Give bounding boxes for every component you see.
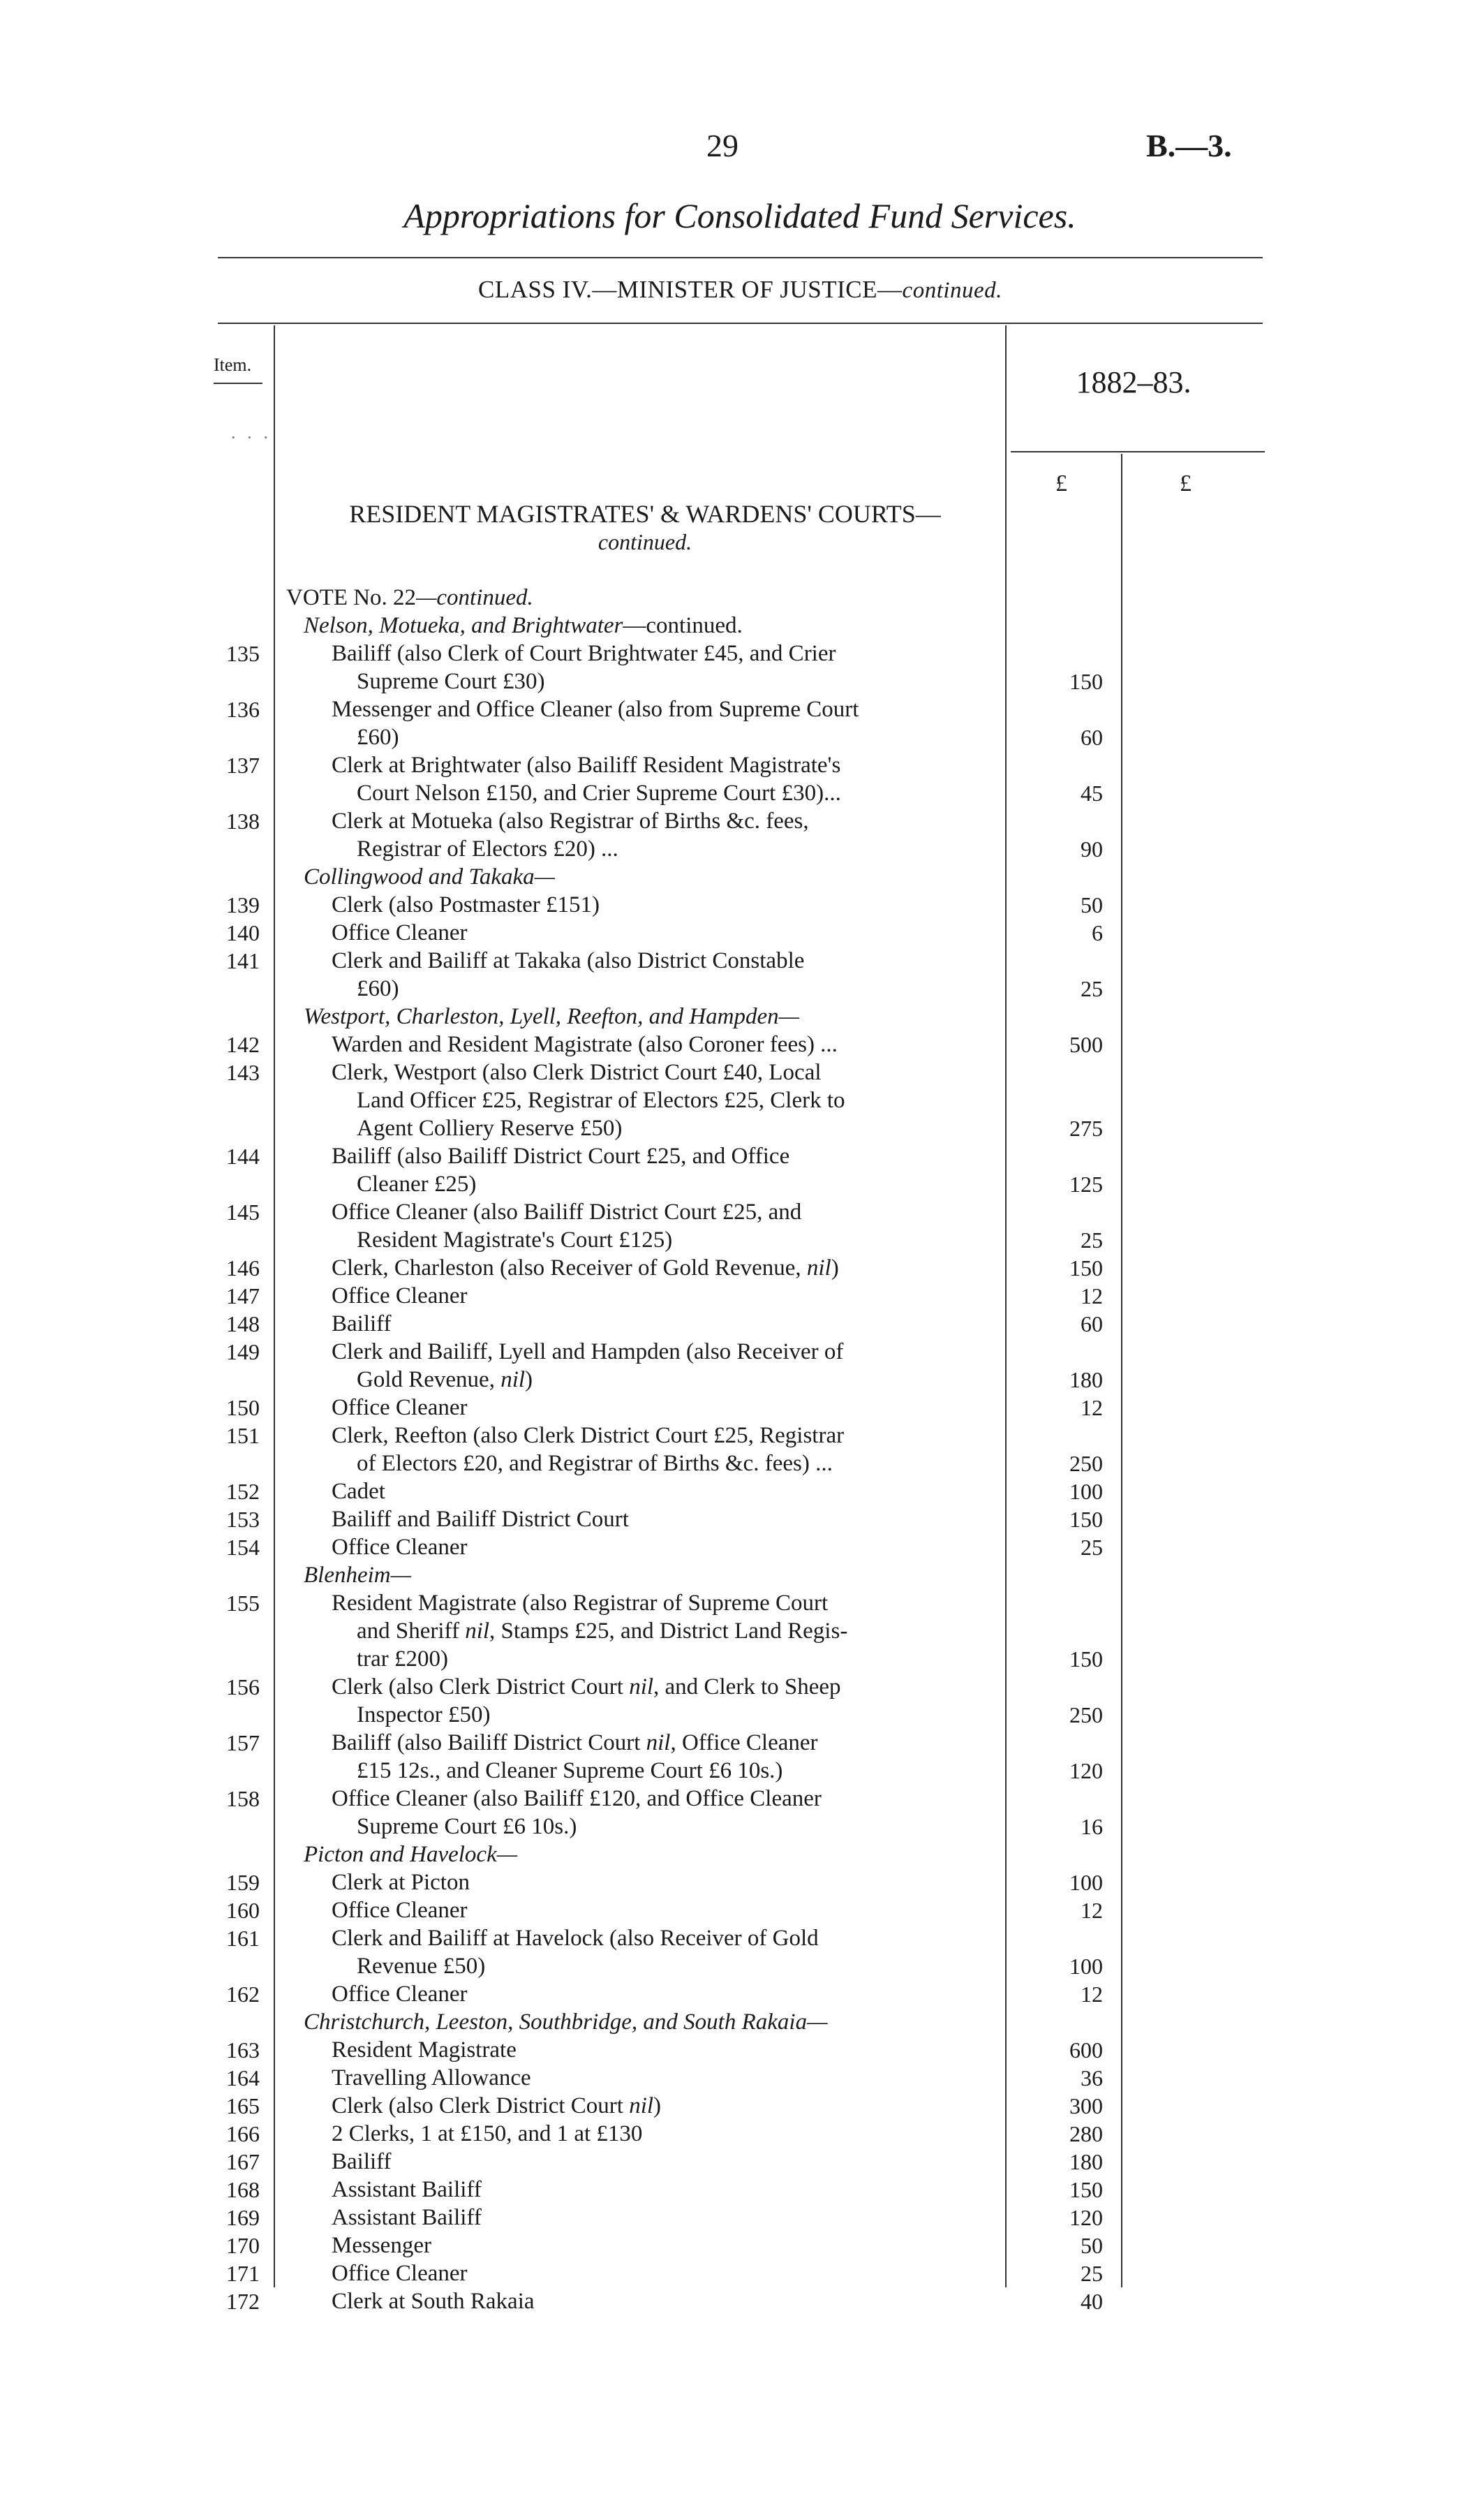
item-amount: 100 bbox=[1069, 1954, 1103, 1979]
item-line: Clerk at Motueka (also Registrar of Births &c. fees, bbox=[332, 809, 809, 834]
item-description bbox=[332, 891, 1002, 919]
item-line: Office Cleaner bbox=[332, 1898, 468, 1923]
item-amount: 40 bbox=[1081, 2289, 1103, 2314]
item-line: Clerk (also Clerk District Court nil, and Clerk to Sheep bbox=[332, 1674, 841, 1699]
item-description bbox=[332, 1868, 1002, 1896]
document-reference: B.—3. bbox=[1146, 128, 1232, 163]
item-number: 151 bbox=[226, 1423, 260, 1448]
item-line: Office Cleaner (also Bailiff District Court £25, and bbox=[332, 1200, 802, 1225]
item-number: 147 bbox=[226, 1283, 260, 1308]
table-row bbox=[0, 947, 1484, 1003]
item-line: Office Cleaner bbox=[332, 1535, 468, 1560]
item-amount: 12 bbox=[1081, 1898, 1103, 1923]
item-line: Resident Magistrate (also Registrar of Supreme Court bbox=[332, 1591, 829, 1616]
table-row bbox=[0, 1673, 1484, 1729]
item-line: Gold Revenue, nil) bbox=[357, 1367, 533, 1392]
currency-header-2: £ bbox=[1180, 471, 1192, 496]
item-number: 171 bbox=[226, 2261, 260, 2286]
item-number: 155 bbox=[226, 1591, 260, 1616]
table-row bbox=[0, 751, 1484, 807]
item-description bbox=[332, 2092, 1002, 2120]
table-row bbox=[0, 1254, 1484, 1282]
item-amount: 250 bbox=[1069, 1451, 1103, 1476]
table-row bbox=[0, 1422, 1484, 1477]
item-amount: 90 bbox=[1081, 836, 1103, 862]
item-italic-text: nil bbox=[465, 1618, 490, 1644]
item-line: Bailiff bbox=[332, 1311, 392, 1336]
item-description bbox=[332, 947, 1002, 1003]
table-row bbox=[0, 2036, 1484, 2064]
item-number: 167 bbox=[226, 2149, 260, 2174]
group-nelson-name: Nelson, Motueka, and Brightwater bbox=[304, 613, 623, 638]
item-amount: 280 bbox=[1069, 2121, 1103, 2146]
item-amount: 12 bbox=[1081, 1395, 1103, 1420]
year-column-header: 1882–83. bbox=[1076, 365, 1192, 399]
item-line: Land Officer £25, Registrar of Electors £25, Clerk to bbox=[357, 1088, 845, 1113]
item-line: Warden and Resident Magistrate (also Coroner fees) ... bbox=[332, 1032, 838, 1057]
item-amount: 100 bbox=[1069, 1479, 1103, 1504]
item-line: Office Cleaner bbox=[332, 2261, 468, 2286]
table-row bbox=[0, 1868, 1484, 1896]
item-line: trar £200) bbox=[357, 1646, 449, 1672]
group-heading-collingwood: Collingwood and Takaka— bbox=[304, 864, 555, 890]
item-description bbox=[332, 2287, 1002, 2315]
item-number: 136 bbox=[226, 697, 260, 722]
item-amount: 60 bbox=[1081, 725, 1103, 750]
item-column-header: Item. bbox=[214, 355, 252, 375]
item-amount: 120 bbox=[1069, 2205, 1103, 2230]
item-amount: 45 bbox=[1081, 781, 1103, 806]
item-number: 165 bbox=[226, 2093, 260, 2118]
item-description bbox=[332, 1422, 1002, 1477]
item-number: 163 bbox=[226, 2037, 260, 2063]
table-row bbox=[0, 640, 1484, 695]
item-number: 162 bbox=[226, 1982, 260, 2007]
item-description bbox=[332, 2232, 1002, 2259]
table-row bbox=[0, 2148, 1484, 2176]
item-description bbox=[332, 1031, 1002, 1059]
table-row bbox=[0, 2232, 1484, 2259]
item-amount: 6 bbox=[1092, 920, 1103, 945]
item-description bbox=[332, 1533, 1002, 1561]
item-line: Assistant Bailiff bbox=[332, 2177, 482, 2202]
item-description bbox=[332, 1896, 1002, 1924]
item-description bbox=[332, 1673, 1002, 1729]
item-line: of Electors £20, and Registrar of Births &c. fees) ... bbox=[357, 1451, 833, 1476]
table-row bbox=[0, 1338, 1484, 1394]
item-number: 146 bbox=[226, 1255, 260, 1281]
item-number: 138 bbox=[226, 809, 260, 834]
table-row bbox=[0, 695, 1484, 751]
item-amount: 180 bbox=[1069, 2149, 1103, 2174]
item-line: Bailiff (also Bailiff District Court nil, Office Cleaner bbox=[332, 1730, 818, 1755]
item-line: Clerk (also Clerk District Court nil) bbox=[332, 2093, 662, 2118]
item-description bbox=[332, 2064, 1002, 2092]
item-number: 164 bbox=[226, 2065, 260, 2090]
item-line: Supreme Court £30) bbox=[357, 669, 545, 694]
item-line: Messenger bbox=[332, 2233, 431, 2258]
item-header-rule bbox=[214, 383, 262, 384]
table-row bbox=[0, 807, 1484, 863]
item-amount: 150 bbox=[1069, 1646, 1103, 1672]
item-number: 144 bbox=[226, 1144, 260, 1169]
heading-rule bbox=[218, 257, 1263, 258]
item-number: 172 bbox=[226, 2289, 260, 2314]
item-amount: 300 bbox=[1069, 2093, 1103, 2118]
item-line: Clerk (also Postmaster £151) bbox=[332, 892, 600, 917]
item-description bbox=[332, 2176, 1002, 2204]
item-amount: 12 bbox=[1081, 1283, 1103, 1308]
item-description bbox=[332, 1142, 1002, 1198]
item-number: 169 bbox=[226, 2205, 260, 2230]
item-number: 135 bbox=[226, 641, 260, 666]
item-description bbox=[332, 1505, 1002, 1533]
item-description bbox=[332, 807, 1002, 863]
item-italic-text: nil bbox=[646, 1730, 671, 1755]
item-amount: 500 bbox=[1069, 1032, 1103, 1057]
item-line: £15 12s., and Cleaner Supreme Court £6 10s.) bbox=[357, 1758, 783, 1783]
item-description bbox=[332, 2204, 1002, 2232]
table-row bbox=[0, 1533, 1484, 1561]
item-number: 160 bbox=[226, 1898, 260, 1923]
class-line-continued: continued. bbox=[902, 278, 1002, 303]
item-line: Inspector £50) bbox=[357, 1702, 491, 1727]
item-line: Cleaner £25) bbox=[357, 1172, 477, 1197]
table-row bbox=[0, 2064, 1484, 2092]
item-amount: 25 bbox=[1081, 2261, 1103, 2286]
item-italic-text: nil bbox=[629, 2093, 654, 2118]
table-row bbox=[0, 2204, 1484, 2232]
group-heading-westport: Westport, Charleston, Lyell, Reefton, and Hampden— bbox=[304, 1004, 799, 1029]
table-row bbox=[0, 1729, 1484, 1785]
table-row bbox=[0, 1589, 1484, 1673]
item-italic-text: nil bbox=[500, 1367, 526, 1392]
table-row bbox=[0, 2287, 1484, 2315]
table-row bbox=[0, 2120, 1484, 2148]
section-title bbox=[282, 500, 1008, 556]
item-line: Office Cleaner bbox=[332, 1283, 468, 1308]
item-description bbox=[332, 1282, 1002, 1310]
item-description bbox=[332, 1338, 1002, 1394]
group-heading-blenheim: Blenheim— bbox=[304, 1563, 411, 1588]
group-heading-nelson bbox=[0, 612, 1484, 640]
item-amount: 50 bbox=[1081, 892, 1103, 917]
item-number: 141 bbox=[226, 948, 260, 973]
item-line: Office Cleaner bbox=[332, 920, 468, 945]
item-amount: 125 bbox=[1069, 1172, 1103, 1197]
appropriations-table bbox=[0, 584, 1484, 2315]
item-amount: 150 bbox=[1069, 1255, 1103, 1281]
table-row bbox=[0, 1980, 1484, 2008]
item-line: £60) bbox=[357, 976, 399, 1001]
item-number: 168 bbox=[226, 2177, 260, 2202]
item-line: Bailiff (also Bailiff District Court £25, and Office bbox=[332, 1144, 790, 1169]
item-description bbox=[332, 2120, 1002, 2148]
item-number: 139 bbox=[226, 892, 260, 917]
item-number: 152 bbox=[226, 1479, 260, 1504]
item-description bbox=[332, 751, 1002, 807]
table-row bbox=[0, 2259, 1484, 2287]
item-line: Resident Magistrate bbox=[332, 2037, 517, 2063]
item-italic-text: nil bbox=[806, 1255, 831, 1281]
page-heading: Appropriations for Consolidated Fund Services. bbox=[403, 196, 1076, 235]
item-line: and Sheriff nil, Stamps £25, and District Land Regis- bbox=[357, 1618, 848, 1644]
item-number: 140 bbox=[226, 920, 260, 945]
class-line-main: CLASS IV.—MINISTER OF JUSTICE— bbox=[478, 276, 903, 303]
item-number: 157 bbox=[226, 1730, 260, 1755]
item-line: Bailiff and Bailiff District Court bbox=[332, 1507, 629, 1532]
item-number: 161 bbox=[226, 1926, 260, 1951]
item-number: 159 bbox=[226, 1870, 260, 1895]
table-row bbox=[0, 1198, 1484, 1254]
page-number: 29 bbox=[706, 128, 739, 163]
item-line: Cadet bbox=[332, 1479, 385, 1504]
item-line: Clerk and Bailiff, Lyell and Hampden (also Receiver of bbox=[332, 1339, 844, 1364]
table-row bbox=[0, 1394, 1484, 1422]
item-line: Clerk and Bailiff at Havelock (also Receiver of Gold bbox=[332, 1926, 819, 1951]
item-line: Supreme Court £6 10s.) bbox=[357, 1814, 577, 1839]
item-amount: 60 bbox=[1081, 1311, 1103, 1336]
item-line: Resident Magistrate's Court £125) bbox=[357, 1227, 673, 1253]
item-line: Office Cleaner bbox=[332, 1982, 468, 2007]
table-row bbox=[0, 2092, 1484, 2120]
item-description bbox=[332, 695, 1002, 751]
item-amount: 275 bbox=[1069, 1116, 1103, 1141]
item-amount: 25 bbox=[1081, 976, 1103, 1001]
item-amount: 36 bbox=[1081, 2065, 1103, 2090]
item-number: 149 bbox=[226, 1339, 260, 1364]
table-row bbox=[0, 1142, 1484, 1198]
item-amount: 50 bbox=[1081, 2233, 1103, 2258]
table-row bbox=[0, 1031, 1484, 1059]
item-description bbox=[332, 1254, 1002, 1282]
item-amount: 180 bbox=[1069, 1367, 1103, 1392]
table-row bbox=[0, 919, 1484, 947]
section-title-main: RESIDENT MAGISTRATES' & WARDENS' COURTS— bbox=[349, 500, 941, 528]
item-amount: 150 bbox=[1069, 1507, 1103, 1532]
item-number: 166 bbox=[226, 2121, 260, 2146]
item-line: Bailiff (also Clerk of Court Brightwater £45, and Crier bbox=[332, 641, 836, 666]
item-description bbox=[332, 1729, 1002, 1785]
item-amount: 25 bbox=[1081, 1227, 1103, 1253]
item-line: Office Cleaner bbox=[332, 1395, 468, 1420]
item-line: Revenue £50) bbox=[357, 1954, 486, 1979]
item-number: 158 bbox=[226, 1786, 260, 1811]
item-description bbox=[332, 919, 1002, 947]
table-row bbox=[0, 1896, 1484, 1924]
item-line: Assistant Bailiff bbox=[332, 2205, 482, 2230]
item-description bbox=[332, 2148, 1002, 2176]
item-number: 143 bbox=[226, 1060, 260, 1085]
item-line: Court Nelson £150, and Crier Supreme Court £30)... bbox=[357, 781, 841, 806]
item-description bbox=[332, 1785, 1002, 1841]
item-line: £60) bbox=[357, 725, 399, 750]
table-top-rule bbox=[218, 323, 1263, 324]
item-amount: 150 bbox=[1069, 2177, 1103, 2202]
item-number: 154 bbox=[226, 1535, 260, 1560]
item-number: 142 bbox=[226, 1032, 260, 1057]
item-description bbox=[332, 640, 1002, 695]
item-line: Office Cleaner (also Bailiff £120, and Office Cleaner bbox=[332, 1786, 822, 1811]
vote-label: VOTE No. 22 bbox=[286, 585, 417, 610]
table-row bbox=[0, 1477, 1484, 1505]
item-line: Clerk at South Rakaia bbox=[332, 2289, 535, 2314]
item-line: Clerk, Westport (also Clerk District Court £40, Local bbox=[332, 1060, 822, 1085]
item-description bbox=[332, 1980, 1002, 2008]
item-line: Agent Colliery Reserve £50) bbox=[357, 1116, 623, 1141]
vote-continued: —continued. bbox=[416, 585, 533, 610]
item-italic-text: nil bbox=[629, 1674, 654, 1699]
item-number: 156 bbox=[226, 1674, 260, 1699]
table-row bbox=[0, 1310, 1484, 1338]
table-row bbox=[0, 1282, 1484, 1310]
table-row bbox=[0, 1785, 1484, 1841]
group-nelson-suffix: —continued. bbox=[623, 613, 743, 638]
item-number: 150 bbox=[226, 1395, 260, 1420]
class-line bbox=[218, 276, 1263, 304]
item-number: 145 bbox=[226, 1200, 260, 1225]
item-amount: 12 bbox=[1081, 1982, 1103, 2007]
item-line: Clerk at Picton bbox=[332, 1870, 470, 1895]
item-description bbox=[332, 1477, 1002, 1505]
item-description bbox=[332, 1394, 1002, 1422]
item-line: Clerk, Reefton (also Clerk District Court £25, Registrar bbox=[332, 1423, 845, 1448]
item-description bbox=[332, 1198, 1002, 1254]
item-amount: 25 bbox=[1081, 1535, 1103, 1560]
item-line: 2 Clerks, 1 at £150, and 1 at £130 bbox=[332, 2121, 643, 2146]
vote-line bbox=[0, 584, 1484, 612]
item-line: Travelling Allowance bbox=[332, 2065, 531, 2090]
item-description bbox=[332, 1059, 1002, 1142]
item-amount: 120 bbox=[1069, 1758, 1103, 1783]
table-row bbox=[0, 2176, 1484, 2204]
item-description bbox=[332, 2259, 1002, 2287]
item-line: Clerk at Brightwater (also Bailiff Resident Magistrate's bbox=[332, 753, 841, 778]
item-number: 153 bbox=[226, 1507, 260, 1532]
item-description bbox=[332, 1924, 1002, 1980]
item-amount: 100 bbox=[1069, 1870, 1103, 1895]
table-row bbox=[0, 1505, 1484, 1533]
item-line: Bailiff bbox=[332, 2149, 392, 2174]
item-amount: 250 bbox=[1069, 1702, 1103, 1727]
group-heading-christchurch: Christchurch, Leeston, Southbridge, and South Rakaia— bbox=[304, 2009, 828, 2035]
item-description bbox=[332, 2036, 1002, 2064]
item-number: 148 bbox=[226, 1311, 260, 1336]
item-line: Clerk and Bailiff at Takaka (also District Constable bbox=[332, 948, 805, 973]
item-line: Clerk, Charleston (also Receiver of Gold Revenue, nil) bbox=[332, 1255, 839, 1281]
item-amount: 150 bbox=[1069, 669, 1103, 694]
item-description bbox=[332, 1589, 1002, 1673]
table-row bbox=[0, 1059, 1484, 1142]
table-row bbox=[0, 1924, 1484, 1980]
item-number: 170 bbox=[226, 2233, 260, 2258]
table-row bbox=[0, 891, 1484, 919]
item-amount: 600 bbox=[1069, 2037, 1103, 2063]
item-line: Messenger and Office Cleaner (also from Supreme Court bbox=[332, 697, 859, 722]
group-heading-picton: Picton and Havelock— bbox=[304, 1842, 518, 1867]
year-header-rule bbox=[1011, 451, 1265, 452]
currency-header-1: £ bbox=[1055, 471, 1067, 496]
item-number: 137 bbox=[226, 753, 260, 778]
section-title-continued: continued. bbox=[598, 529, 692, 554]
item-description bbox=[332, 1310, 1002, 1338]
item-amount: 16 bbox=[1081, 1814, 1103, 1839]
item-dots-mark: · · · bbox=[230, 427, 272, 448]
item-line: Registrar of Electors £20) ... bbox=[357, 836, 618, 862]
